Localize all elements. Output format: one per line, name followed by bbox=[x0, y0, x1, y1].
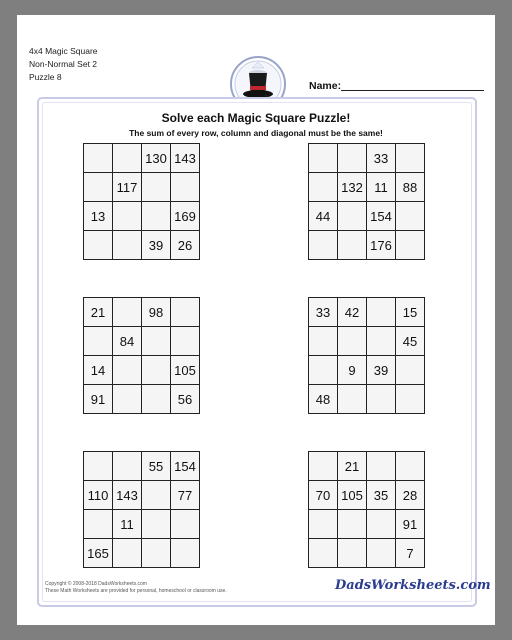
square-cell[interactable] bbox=[142, 327, 171, 356]
magic-square-5 bbox=[83, 451, 200, 568]
square-cell: 15 bbox=[396, 298, 425, 327]
square-cell: 28 bbox=[396, 481, 425, 510]
square-cell[interactable] bbox=[367, 385, 396, 414]
instructions-title: Solve each Magic Square Puzzle! bbox=[161, 111, 351, 125]
square-cell[interactable] bbox=[396, 356, 425, 385]
square-cell: 91 bbox=[396, 510, 425, 539]
square-cell[interactable] bbox=[113, 539, 142, 568]
instructions-subtitle: The sum of every row, column and diagonal must be the same! bbox=[129, 128, 383, 138]
square-cell[interactable] bbox=[84, 327, 113, 356]
square-cell[interactable] bbox=[142, 510, 171, 539]
square-cell[interactable] bbox=[84, 452, 113, 481]
square-cell[interactable] bbox=[113, 231, 142, 260]
square-cell: 77 bbox=[171, 481, 200, 510]
square-cell: 105 bbox=[171, 356, 200, 385]
square-cell: 70 bbox=[309, 481, 338, 510]
square-cell[interactable] bbox=[309, 356, 338, 385]
square-cell[interactable] bbox=[338, 231, 367, 260]
magic-square-6 bbox=[308, 451, 425, 568]
square-cell[interactable] bbox=[367, 298, 396, 327]
square-cell[interactable] bbox=[338, 327, 367, 356]
square-cell[interactable] bbox=[338, 510, 367, 539]
square-cell: 98 bbox=[142, 298, 171, 327]
square-cell[interactable] bbox=[338, 539, 367, 568]
square-cell[interactable] bbox=[396, 144, 425, 173]
square-cell: 117 bbox=[113, 173, 142, 202]
worksheet-info bbox=[29, 45, 98, 84]
square-cell[interactable] bbox=[309, 173, 338, 202]
square-cell: 169 bbox=[171, 202, 200, 231]
square-cell[interactable] bbox=[84, 231, 113, 260]
square-cell[interactable] bbox=[309, 539, 338, 568]
square-cell: 21 bbox=[338, 452, 367, 481]
square-cell[interactable] bbox=[142, 539, 171, 568]
square-cell: 21 bbox=[84, 298, 113, 327]
square-cell: 88 bbox=[396, 173, 425, 202]
square-cell[interactable] bbox=[309, 327, 338, 356]
square-cell: 9 bbox=[338, 356, 367, 385]
square-cell[interactable] bbox=[171, 298, 200, 327]
square-cell[interactable] bbox=[142, 481, 171, 510]
square-cell: 132 bbox=[338, 173, 367, 202]
square-cell[interactable] bbox=[396, 385, 425, 414]
square-cell[interactable] bbox=[113, 298, 142, 327]
square-cell[interactable] bbox=[142, 202, 171, 231]
square-cell[interactable] bbox=[113, 356, 142, 385]
brand-logo: DadsWorksheets.com bbox=[335, 578, 491, 593]
square-cell[interactable] bbox=[142, 173, 171, 202]
square-cell[interactable] bbox=[338, 385, 367, 414]
square-cell[interactable] bbox=[142, 385, 171, 414]
square-cell[interactable] bbox=[113, 452, 142, 481]
square-cell[interactable] bbox=[396, 202, 425, 231]
square-cell: 33 bbox=[309, 298, 338, 327]
footer-copyright-block bbox=[45, 581, 227, 595]
square-cell: 56 bbox=[171, 385, 200, 414]
square-cell[interactable] bbox=[84, 510, 113, 539]
square-cell[interactable] bbox=[171, 327, 200, 356]
square-cell: 48 bbox=[309, 385, 338, 414]
square-cell[interactable] bbox=[309, 144, 338, 173]
square-cell[interactable] bbox=[338, 144, 367, 173]
name-field-line[interactable] bbox=[341, 90, 484, 91]
square-cell[interactable] bbox=[113, 202, 142, 231]
square-cell: 154 bbox=[171, 452, 200, 481]
square-cell[interactable] bbox=[396, 452, 425, 481]
magic-square-3 bbox=[83, 297, 200, 414]
square-cell: 42 bbox=[338, 298, 367, 327]
magic-square-1 bbox=[83, 143, 200, 260]
square-cell: 35 bbox=[367, 481, 396, 510]
square-cell: 154 bbox=[367, 202, 396, 231]
square-cell: 11 bbox=[113, 510, 142, 539]
square-cell: 39 bbox=[142, 231, 171, 260]
square-cell: 105 bbox=[338, 481, 367, 510]
worksheet-set: Non-Normal Set 2 bbox=[29, 59, 98, 69]
square-cell[interactable] bbox=[84, 173, 113, 202]
square-cell: 45 bbox=[396, 327, 425, 356]
square-cell[interactable] bbox=[113, 144, 142, 173]
square-cell[interactable] bbox=[171, 539, 200, 568]
square-cell: 33 bbox=[367, 144, 396, 173]
square-cell[interactable] bbox=[171, 173, 200, 202]
square-cell[interactable] bbox=[309, 452, 338, 481]
usage-notice: These Math Worksheets are provided for personal, homeschool or classroom use. bbox=[45, 588, 227, 594]
square-cell[interactable] bbox=[171, 510, 200, 539]
puzzle-number: Puzzle 8 bbox=[29, 72, 62, 82]
square-cell: 14 bbox=[84, 356, 113, 385]
square-cell: 7 bbox=[396, 539, 425, 568]
square-cell[interactable] bbox=[113, 385, 142, 414]
square-cell: 55 bbox=[142, 452, 171, 481]
square-cell[interactable] bbox=[338, 202, 367, 231]
square-cell: 165 bbox=[84, 539, 113, 568]
name-label: Name: bbox=[309, 80, 342, 92]
magic-square-4 bbox=[308, 297, 425, 414]
magic-square-2 bbox=[308, 143, 425, 260]
copyright-text: Copyright © 2008-2018 DadsWorksheets.com bbox=[45, 581, 147, 587]
square-cell: 39 bbox=[367, 356, 396, 385]
square-cell: 110 bbox=[84, 481, 113, 510]
square-cell[interactable] bbox=[396, 231, 425, 260]
square-cell: 84 bbox=[113, 327, 142, 356]
worksheet-page bbox=[17, 15, 495, 625]
square-cell: 26 bbox=[171, 231, 200, 260]
square-cell: 176 bbox=[367, 231, 396, 260]
square-cell: 143 bbox=[113, 481, 142, 510]
square-cell[interactable] bbox=[84, 144, 113, 173]
square-cell[interactable] bbox=[367, 452, 396, 481]
square-cell: 130 bbox=[142, 144, 171, 173]
square-cell: 91 bbox=[84, 385, 113, 414]
square-cell[interactable] bbox=[142, 356, 171, 385]
square-cell: 44 bbox=[309, 202, 338, 231]
worksheet-type: 4x4 Magic Square bbox=[29, 46, 98, 56]
square-cell[interactable] bbox=[309, 231, 338, 260]
square-cell: 143 bbox=[171, 144, 200, 173]
square-cell: 13 bbox=[84, 202, 113, 231]
square-cell[interactable] bbox=[367, 539, 396, 568]
square-cell[interactable] bbox=[309, 510, 338, 539]
square-cell[interactable] bbox=[367, 327, 396, 356]
square-cell[interactable] bbox=[367, 510, 396, 539]
square-cell: 11 bbox=[367, 173, 396, 202]
